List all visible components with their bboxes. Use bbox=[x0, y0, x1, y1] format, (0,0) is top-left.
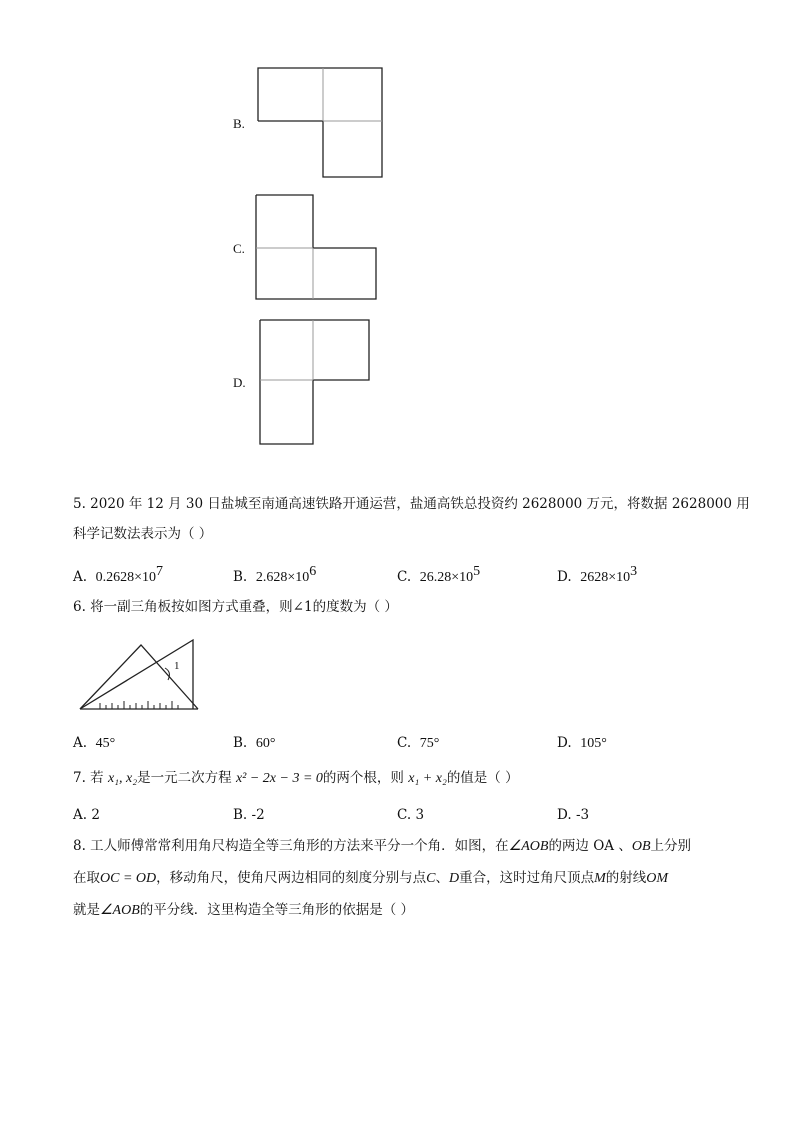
q5-stem-line1: 5. 2020 年 12 月 30 日盐城至南通高速铁路开通运营，盐通高铁总投资约 2628000 万元，将数据 2628000 用 bbox=[73, 496, 750, 512]
q7-stem: 7. 若 x₁, x₂是一元二次方程 x² − 2x − 3 = 0的两个根，则 x₁ + x₂的值是（ ） bbox=[73, 770, 519, 786]
q7-option-c: C. 3 bbox=[397, 807, 425, 823]
q8-line1: 8. 工人师傅常常利用角尺构造全等三角形的方法来平分一个角．如图，在∠AOB的两边 OA 、OB上分别 bbox=[73, 838, 692, 854]
option-d-label: D. bbox=[233, 375, 246, 390]
q8-line2: 在取OC = OD，移动角尺，使角尺两边相同的刻度分别与点C、D重合，这时过角尺顶点M的射线OM bbox=[73, 870, 669, 886]
q6-option-a: A. 45° bbox=[73, 735, 116, 751]
q6-option-b: B. 60° bbox=[233, 735, 276, 751]
q5-option-a: A. $0.2628\times 10^7$ bbox=[73, 564, 164, 585]
q7-option-a: A. 2 bbox=[73, 807, 100, 823]
q6-option-c: C. 75° bbox=[397, 735, 440, 751]
q6-option-d: D. 105° bbox=[557, 735, 607, 751]
q5-option-c: C. $26.28\times 10^5$ bbox=[397, 564, 481, 585]
q7-roots: x₁, x₂ bbox=[107, 771, 138, 786]
q7-option-b: B. -2 bbox=[233, 807, 265, 823]
q5-option-b: B. $2.628\times 10^6$ bbox=[233, 564, 317, 585]
q7-sum: x₁ + x₂ bbox=[408, 771, 447, 786]
q7-equation: x² − 2x − 3 = 0 bbox=[235, 771, 323, 786]
q8-line3: 就是∠AOB的平分线．这里构造全等三角形的依据是（ ） bbox=[73, 902, 415, 918]
option-c-label: C. bbox=[233, 241, 245, 256]
option-b-label: B. bbox=[233, 116, 245, 131]
q6-stem: 6. 将一副三角板按如图方式重叠，则∠1的度数为（ ） bbox=[73, 599, 398, 615]
q5-stem-line2: 科学记数法表示为（ ） bbox=[73, 526, 213, 542]
q5-option-d: D. $2628\times 10^3$ bbox=[557, 564, 638, 585]
q7-option-d: D. -3 bbox=[557, 807, 590, 823]
angle-1-label: 1 bbox=[174, 660, 180, 672]
